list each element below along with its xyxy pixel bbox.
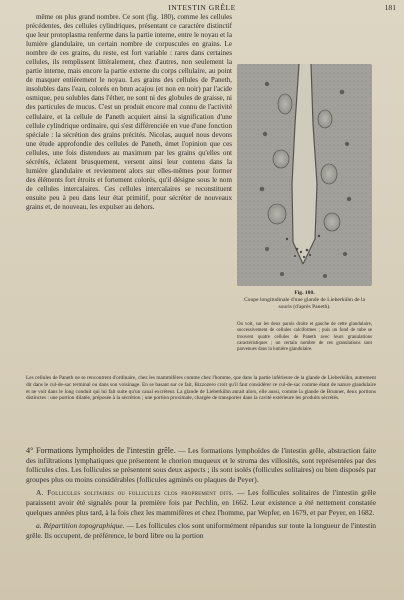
figure-caption (237, 290, 372, 312)
page-number: 181 (384, 3, 396, 12)
subsubsection-text: — Les follicules clos sont uniformément répandus sur toute la longueur de l'intestin grêle. Ils occupent, de préférence, le bord libre ou la portion (26, 521, 376, 540)
subsubsection-paragraph (26, 521, 376, 540)
subsection-paragraph (26, 488, 376, 517)
figure-legend: On voit, sur les deux parois droite et gauche de cette glandulaire, successivement de cellules calciformes ; puis un fond de tube se trouvent quatre cellules de Paneth avec leurs granulations caractéristiques ; un certain nombre de ces granulations sont parvenues dans la lumière glandulaire. (237, 322, 372, 353)
section-heading-text: — Les formations lymphoïdes de l'intestin grêle, abstraction faite des infiltrations lymphatiques que présentent le chorion muqueux et le stroma des villosités, sont représentées par des follicules clos. Les follicules se présentent sous deux aspects ; ils sont isolés (follicules solitaires) ou bien disposés par groupes plus ou moins considérables (follicules agminés ou plaques de Peyer). (26, 446, 376, 484)
subsection-heading: A. Follicules solitaires ou follicules clos proprement dits. (36, 488, 234, 498)
subsubsection-label: a. Répartition topographique. (36, 521, 125, 531)
subsection-text: — Les follicules solitaires de l'intestin grêle paraissent avoir été signalés pour la première fois par Pechlin, en 1662. Leur existence a été nettement constatée quelques années plus tard, à la fois chez les mammifères et chez l'homme, par Wepfer, en 1679, et par Peyer, en 1682. (26, 488, 376, 517)
section-heading: 4° Formations lymphoïdes de l'intestin grêle. (26, 446, 176, 455)
figure-caption-text: Coupe longitudinale d'une glande de Lieberkühn de la souris (d'après Paneth). (243, 297, 366, 311)
paragraph-text: même on plus grand nombre. Ce sont (fig. 180), comme les cellules précédentes, des cellules cylindriques, présentant ce caractère distinctif que leur protoplasma renferme dans la partie interne, entre le noyau et la lumière glandulaire, un certain nombre de corpuscules en grains. Le nombre de ces grains, du reste, est fort variable : rares dans certaines cellules, ils remplissent littéralement, chez d'autres, non seulement la partie interne, mais encore la partie externe du corps cellulaire, au point de masquer entièrement le noyau. Les grains des cellules de Paneth, insolubles dans l'eau, colorés en brun acajou (et non en noir) par l'acide osmique, peu solubles dans l'éther, ne sont ni des globules de graisse, ni des particules de mucus. C'est un produit encore mal connu de l'activité cellulaire, et la cellule de Paneth acquiert ainsi la signification d'une cellule cylindrique ordinaire, qui s'est différenciée en vue d'une fonction spéciale : la sécrétion des grains précités. Nicolas, auquel nous devons une étude approfondie des cellules de Paneth, émet l'opinion que ces cellules, une fois distendues au maximum par les grains qu'elles ont sécrétés, éclatent brusquement, versent ainsi leur contenu dans la lumière glandulaire et revienment alors sur elles-mêmes pour former des éléments fort étroits et fortement colorés, qu'il désigne sous le nom de cellules intercalaires. Ces cellules intercalaires se reconstituent ensuite peu à peu dans leur état primitif, pour sécréter de nouveaux grains et, de nouveau, les expulser au dehors. (26, 13, 232, 211)
small-print-paragraph: Les cellules de Paneth ne se rencontrent d'ordinaire, chez les mammifères comme chez l'homme, que dans la partie inférieure de la glande de Lieberkühn, autrement dit dans le cul-de-sac terminal ou dans son voisinage. En se basant sur ce fait, Bizzozero croit qu'il faut considérer ce cul-de-sac comme étant de nature glandulaire et ne voit dans le long conduit qui lui fait suite qu'un canal excréteur. La glande de Lieberkühn aurait alors, elle aussi, comme la glande de Brunner, deux portions distinctes : une portion dilatée, préposée à la sécrétion ; une portion proximale, chargée de transporter dans la cavité extérieure les produits sécrétés. (26, 375, 376, 402)
running-title: INTESTIN GRÊLE (168, 3, 236, 12)
histology-figure (237, 64, 372, 286)
paneth-cells-paragraph (26, 13, 232, 214)
figure-label: Fig. 180. (294, 290, 315, 296)
lymphoid-section (26, 442, 376, 544)
